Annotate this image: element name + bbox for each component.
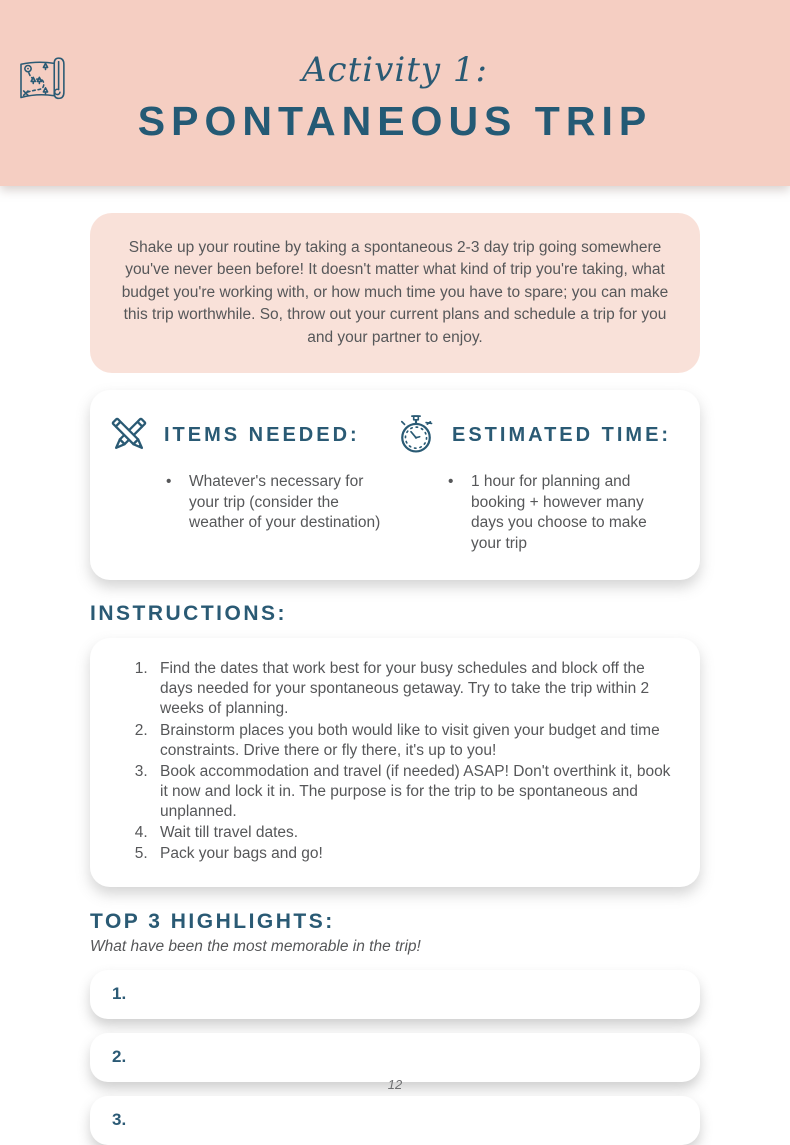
- intro-box: [90, 213, 700, 373]
- page-footer: [0, 1076, 790, 1094]
- instruction-step: 5. Pack your bags and go!: [152, 844, 674, 864]
- instructions-list: [152, 659, 674, 864]
- instruction-step: 1. Find the dates that work best for your busy schedules and block off the days needed for your spontaneous getaway. Try to take the trip within 2 weeks of planning.: [152, 659, 674, 719]
- items-needed-heading: ITEMS NEEDED:: [164, 423, 360, 446]
- instructions-card: [90, 638, 700, 886]
- highlight-input-3[interactable]: [90, 1096, 700, 1145]
- page-number: 12: [387, 1077, 403, 1092]
- highlights-subtitle: What have been the most memorable in the trip!: [90, 937, 421, 955]
- highlight-label-3: 3.: [112, 1110, 127, 1130]
- instruction-step: 4. Wait till travel dates.: [152, 823, 674, 843]
- page-header: [0, 0, 790, 186]
- estimated-time-list: [446, 472, 682, 554]
- highlight-input-1[interactable]: [90, 970, 700, 1019]
- items-needed-section: [106, 412, 394, 554]
- estimated-time-heading: ESTIMATED TIME:: [452, 423, 672, 446]
- header-titles: [138, 50, 652, 145]
- instruction-step: 3. Book accommodation and travel (if needed) ASAP! Don't overthink it, book it now and lock it in. The purpose is for the trip to be spontaneous and unplanned.: [152, 762, 674, 822]
- page-title: SPONTANEOUS TRIP: [137, 97, 653, 144]
- highlight-input-2[interactable]: [90, 1033, 700, 1082]
- crossed-pencils-icon: [106, 412, 152, 458]
- items-time-card: [90, 390, 700, 580]
- highlight-label-2: 2.: [112, 1047, 127, 1067]
- instruction-step: 2. Brainstorm places you both would like to visit given your budget and time constraints. Drive there or fly there, it's up to you!: [152, 721, 674, 761]
- instructions-heading: INSTRUCTIONS:: [90, 602, 287, 626]
- activity-label: Activity 1:: [302, 49, 488, 90]
- intro-text: Shake up your routine by taking a spontaneous 2-3 day trip going somewhere you've never been before! It doesn't matter what kind of trip you're taking, what budget you're working with, or how much time you have to spare; you can make this trip worthwhile. So, throw out your current plans and schedule a trip for you and your partner to enjoy.: [121, 239, 669, 346]
- items-needed-list: [164, 472, 394, 533]
- highlights-heading: TOP 3 HIGHLIGHTS:: [90, 909, 335, 933]
- estimated-time-item: • 1 hour for planning and booking + however many days you choose to make your trip: [446, 472, 676, 554]
- stopwatch-icon: [394, 412, 440, 458]
- map-scroll-icon: [14, 52, 70, 108]
- page-content: [90, 213, 700, 1145]
- items-needed-item: • Whatever's necessary for your trip (consider the weather of your destination): [164, 472, 394, 533]
- highlight-label-1: 1.: [112, 984, 127, 1004]
- estimated-time-section: [394, 412, 682, 554]
